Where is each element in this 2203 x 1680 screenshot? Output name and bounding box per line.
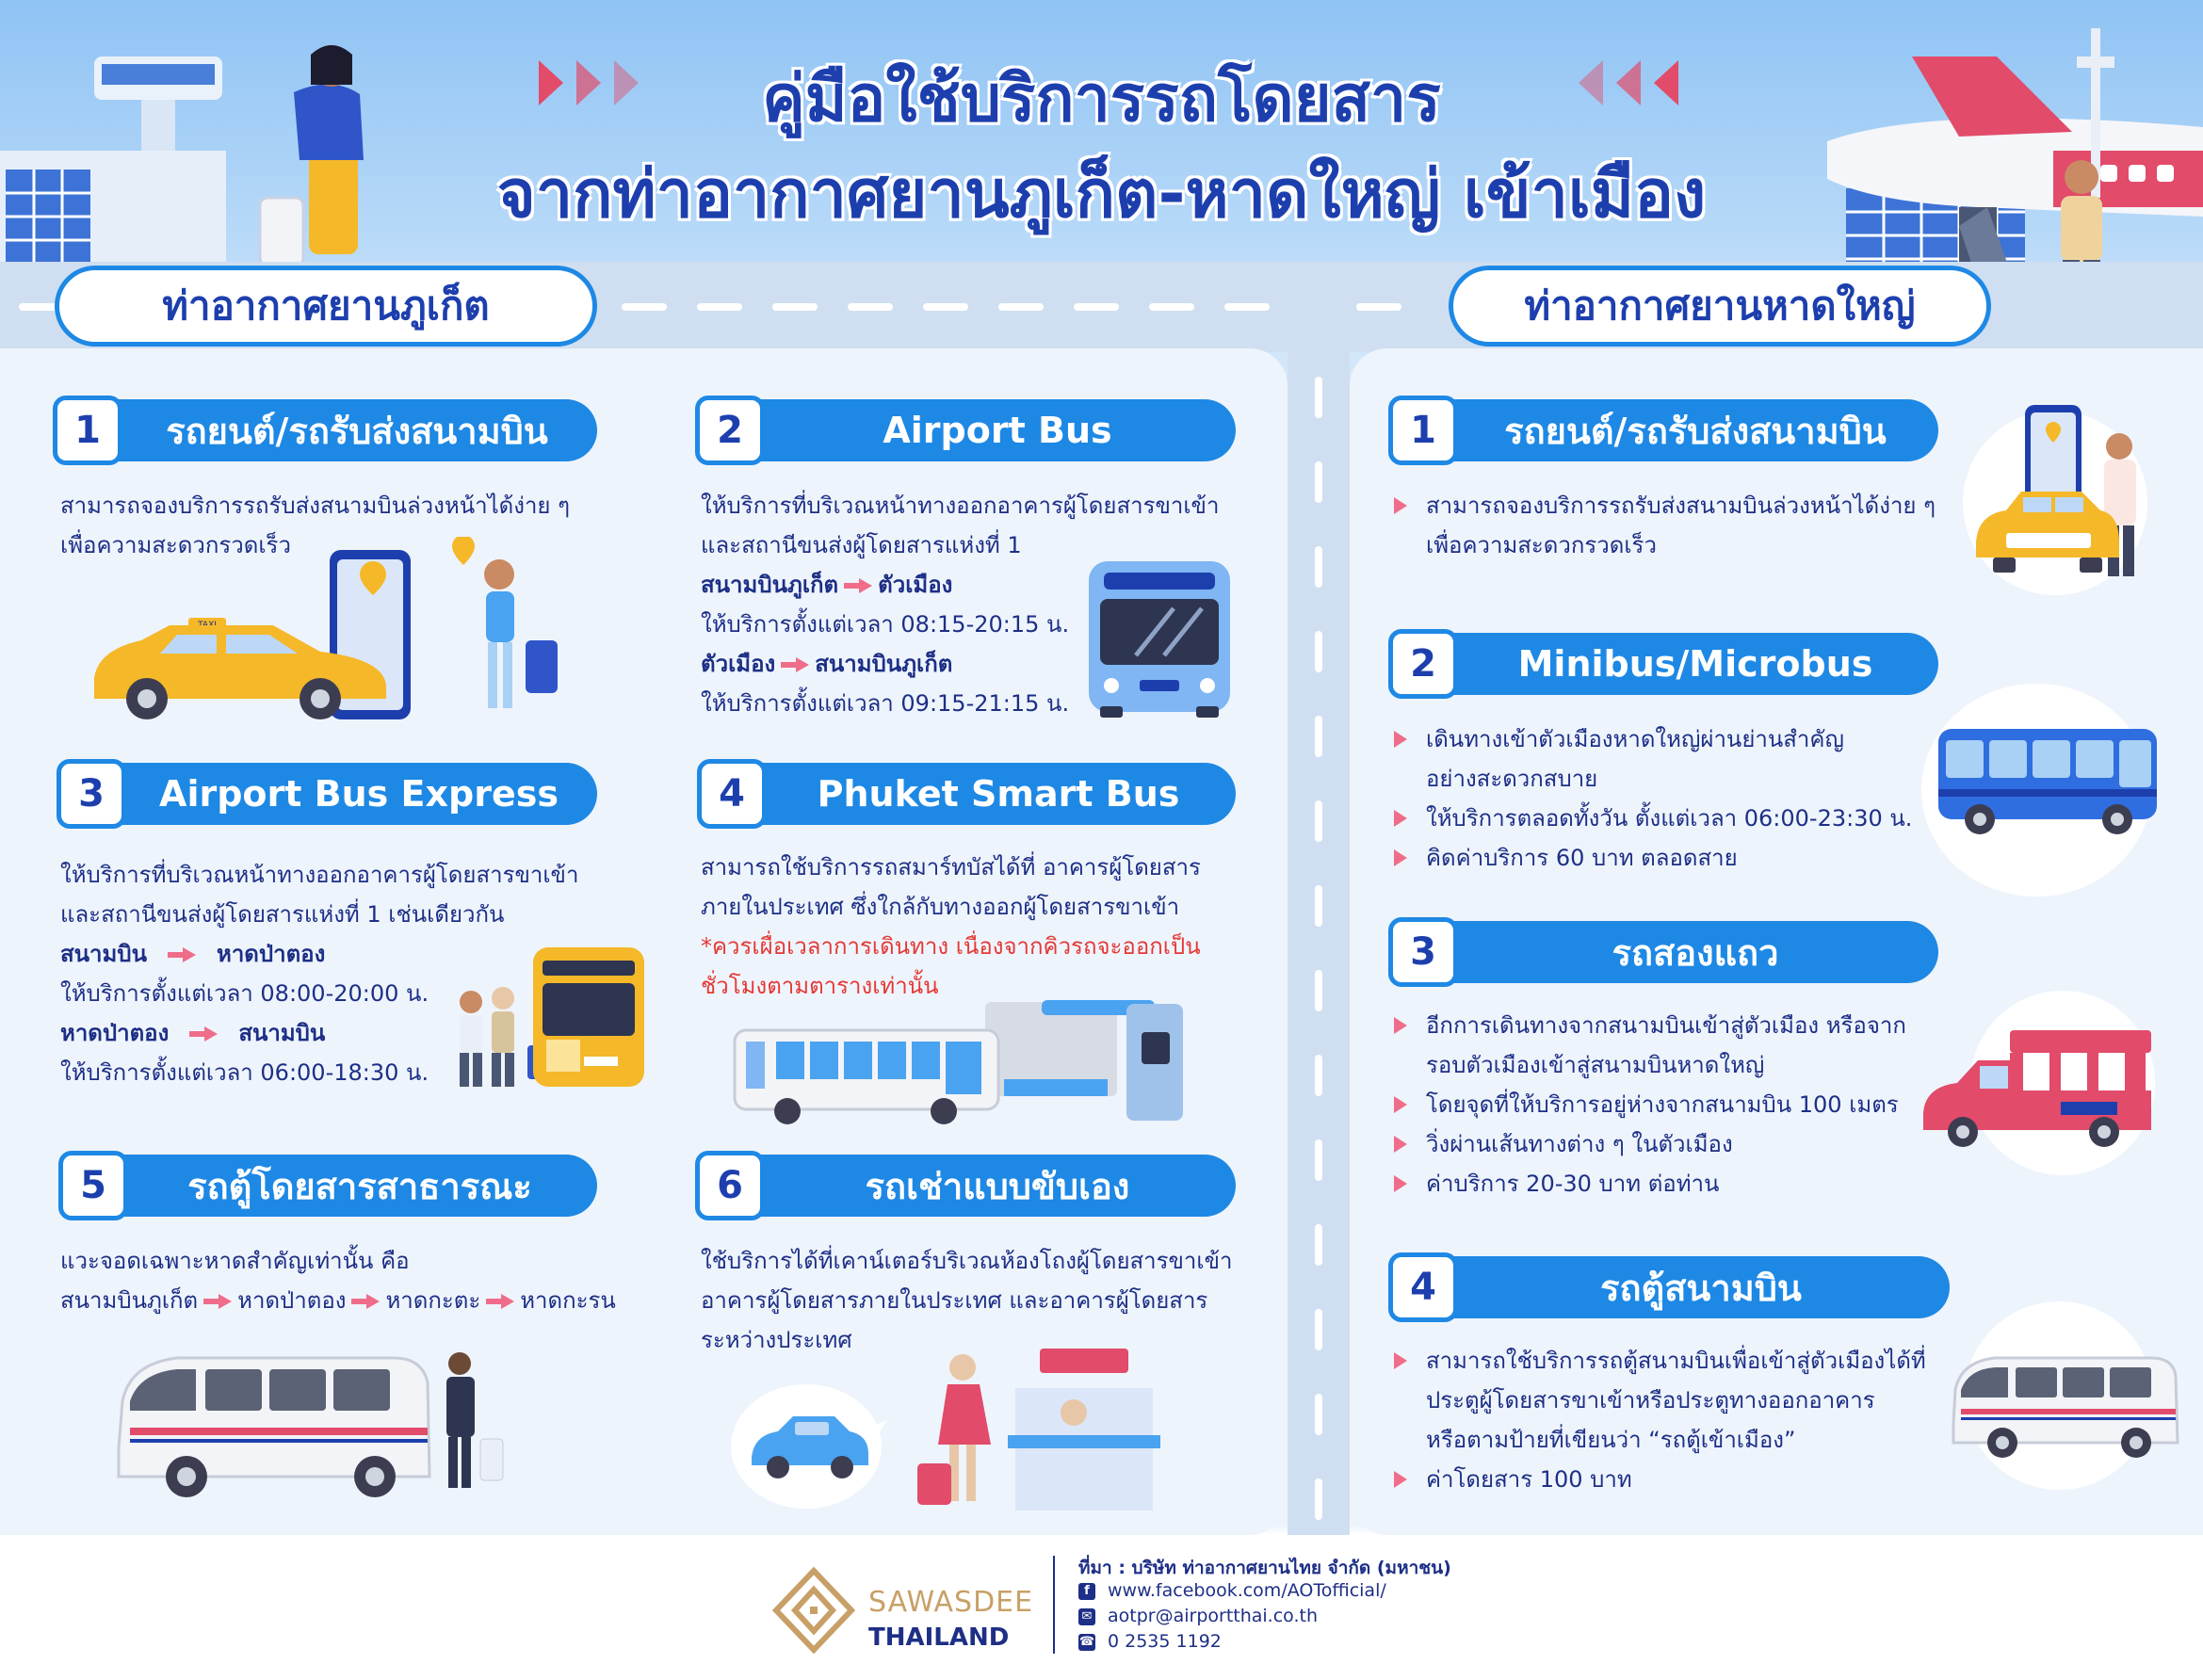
van-icon [111, 1345, 507, 1505]
note-line: ชั่วโมงตามตารางเท่านั้น [701, 973, 939, 999]
page-title-line1: คู่มือใช้บริการรถโดยสาร [762, 62, 1441, 137]
phuket-item-5-text [60, 1241, 616, 1320]
route-from: สนามบินภูเก็ต [701, 572, 839, 598]
item-number: 2 [1388, 629, 1458, 699]
route-from: ตัวเมือง [701, 651, 776, 677]
phuket-item-5-header [58, 1155, 597, 1217]
bullet-line: ค่าบริการ 20-30 บาท ต่อท่าน [1394, 1164, 1906, 1203]
text-line: สามารถใช้บริการรถสมาร์ทบัสได้ที่ อาคารผู้โดยสาร [701, 854, 1201, 880]
facebook-link[interactable]: www.facebook.com/AOTofficial/ [1108, 1580, 1386, 1601]
section-phuket: ท่าอากาศยานภูเก็ต [55, 266, 597, 347]
text-line: ใช้บริการได้ที่เคาน์เตอร์บริเวณห้องโถงผู้โดยสารขาเข้า [701, 1248, 1233, 1274]
hatyai-item-2-header [1388, 633, 1938, 695]
item-title: Minibus/Microbus [1405, 633, 1938, 695]
item-number: 1 [53, 396, 122, 465]
route-time: ให้บริการตั้งแต่เวลา 08:15-20:15 น. [701, 611, 1070, 638]
stop-label: หาดป่าตอง [237, 1287, 347, 1314]
text-line: สามารถจองบริการรถรับส่งสนามบินล่วงหน้าได้ง่าย ๆ [60, 493, 571, 519]
route-to: หาดป่าตอง [217, 941, 326, 967]
stop-label: สนามบินภูเก็ต [60, 1287, 199, 1314]
route-to: สนามบิน [238, 1020, 326, 1046]
item-title: Phuket Smart Bus [714, 763, 1236, 825]
bullet-line: รอบตัวเมืองเข้าสู่สนามบินหาดใหญ่ [1426, 1052, 1765, 1078]
text-line: ให้บริการที่บริเวณหน้าทางออกอาคารผู้โดยสารขาเข้า [60, 862, 579, 888]
brand-name: SAWASDEE [868, 1586, 1034, 1619]
stop-label: หาดกะรน [520, 1287, 616, 1314]
phuket-item-2-header [695, 399, 1236, 461]
hatyai-item-2-text [1394, 719, 1912, 878]
footer-divider [1053, 1556, 1055, 1654]
bullet-line: คิดค่าบริการ 60 บาท ตลอดสาย [1394, 838, 1912, 878]
bullet-line: โดยจุดที่ให้บริการอยู่ห่างจากสนามบิน 100 เมตร [1394, 1085, 1906, 1124]
taxi-icon [1968, 401, 2157, 590]
route-to: ตัวเมือง [878, 572, 953, 598]
songthaew-icon [1920, 1026, 2161, 1149]
smart-bus-icon [731, 994, 1202, 1126]
route-time: ให้บริการตั้งแต่เวลา 09:15-21:15 น. [701, 690, 1070, 717]
bullet-line: ประตูผู้โดยสารขาเข้าหรือประตูทางออกอาคาร [1426, 1387, 1875, 1413]
item-title: รถยนต์/รถรับส่งสนามบิน [1405, 399, 1938, 461]
bus-icon [1935, 719, 2168, 842]
van-icon [1948, 1349, 2183, 1463]
source-text: ที่มา : บริษัท ท่าอากาศยานไทย จำกัด (มหาชน) [1078, 1558, 1451, 1578]
text-line: แวะจอดเฉพาะหาดสำคัญเท่านั้น คือ [60, 1248, 410, 1274]
text-line: เพื่อความสะดวกรวดเร็ว [60, 532, 291, 558]
text-line: ภายในประเทศ ซึ่งใกล้กับทางออกผู้โดยสารขาเข้า [701, 894, 1180, 920]
item-number: 3 [57, 759, 126, 829]
item-title: Airport Bus Express [73, 763, 597, 825]
item-title: Airport Bus [712, 399, 1236, 461]
phone-icon: ☎ [1078, 1635, 1095, 1649]
route-time: ให้บริการตั้งแต่เวลา 06:00-18:30 น. [60, 1059, 429, 1086]
text-line: และสถานีขนส่งผู้โดยสารแห่งที่ 1 เช่นเดียวกัน [60, 901, 505, 928]
arrow-right-icon [189, 1026, 218, 1042]
route-to: สนามบินภูเก็ต [815, 651, 953, 677]
email-icon: ✉ [1078, 1608, 1095, 1625]
sawasdee-logo-icon [770, 1565, 857, 1656]
phuket-item-4-text [701, 848, 1201, 1006]
page-title-line2: จากท่าอากาศยานภูเก็ต-หาดใหญ่ เข้าเมือง [496, 155, 1707, 233]
email-link[interactable]: aotpr@airportthai.co.th [1108, 1606, 1318, 1626]
bullet-line: เดินทางเข้าตัวเมืองหาดใหญ่ผ่านย่านสำคัญ [1394, 719, 1912, 759]
bullet-line: สามารถใช้บริการรถตู้สนามบินเพื่อเข้าสู่ตัวเมืองได้ที่ [1394, 1341, 1926, 1381]
note-line: *ควรเผื่อเวลาการเดินทาง เนื่องจากคิวรถจะออกเป็น [701, 933, 1201, 960]
hatyai-item-1-text [1394, 486, 1936, 565]
item-number: 6 [695, 1151, 765, 1220]
bullet-line: หรือตามป้ายที่เขียนว่า “รถตู้เข้าเมือง” [1426, 1427, 1796, 1453]
bullet-line: เพื่อความสะดวกรวดเร็ว [1426, 532, 1657, 558]
section-hatyai: ท่าอากาศยานหาดใหญ่ [1449, 266, 1991, 347]
item-number: 1 [1388, 396, 1458, 465]
text-line: ระหว่างประเทศ [701, 1327, 852, 1353]
item-number: 4 [697, 759, 767, 829]
item-number: 3 [1388, 917, 1458, 987]
item-title: รถยนต์/รถรับส่งสนามบิน [70, 399, 597, 461]
bullet-line: ค่าโดยสาร 100 บาท [1394, 1460, 1926, 1499]
stop-label: หาดกะตะ [385, 1287, 481, 1314]
item-title: รถสองแถว [1405, 921, 1938, 983]
item-number: 5 [58, 1151, 128, 1220]
phuket-item-1-header [53, 399, 597, 461]
taxi-icon [85, 537, 575, 725]
phone-number: 0 2535 1192 [1108, 1631, 1222, 1652]
item-title: รถตู้สนามบิน [1405, 1256, 1950, 1318]
arrow-right-icon [203, 1294, 232, 1309]
item-title: รถตู้โดยสารสาธารณะ [75, 1155, 597, 1217]
rental-car-icon [729, 1341, 1162, 1514]
hatyai-item-4-text [1394, 1341, 1926, 1499]
route-from: สนามบิน [60, 941, 147, 967]
item-title: รถเช่าแบบขับเอง [712, 1155, 1236, 1217]
route-from: หาดป่าตอง [60, 1020, 170, 1046]
arrow-right-icon [168, 947, 196, 962]
hatyai-item-4-header [1388, 1256, 1950, 1318]
text-line: ให้บริการที่บริเวณหน้าทางออกอาคารผู้โดยสารขาเข้า [701, 493, 1220, 519]
bullet-line: สามารถจองบริการรถรับส่งสนามบินล่วงหน้าได้ง่าย ๆ [1394, 486, 1936, 525]
item-number: 4 [1388, 1252, 1458, 1322]
text-line: และสถานีขนส่งผู้โดยสารแห่งที่ 1 [701, 532, 1022, 558]
phuket-item-3-header [57, 763, 597, 825]
bus-icon [1079, 557, 1243, 719]
bus-express-icon [443, 942, 650, 1092]
bullet-line: ให้บริการตลอดทั้งวัน ตั้งแต่เวลา 06:00-23:30 น. [1394, 799, 1912, 838]
item-number: 2 [695, 396, 765, 465]
bullet-line: อีกการเดินทางจากสนามบินเข้าสู่ตัวเมือง หรือจาก [1394, 1006, 1906, 1045]
hatyai-item-3-text [1394, 1006, 1906, 1203]
phuket-item-6-header [695, 1155, 1236, 1217]
route-time: ให้บริการตั้งแต่เวลา 08:00-20:00 น. [60, 980, 429, 1007]
bullet-line: อย่างสะดวกสบาย [1426, 766, 1598, 792]
text-line: อาคารผู้โดยสารภายในประเทศ และอาคารผู้โดยสาร [701, 1287, 1208, 1314]
arrow-right-icon [351, 1294, 380, 1309]
phuket-item-4-header [697, 763, 1236, 825]
arrow-right-icon [486, 1294, 514, 1309]
hatyai-item-3-header [1388, 921, 1938, 983]
bullet-line: วิ่งผ่านเส้นทางต่าง ๆ ในตัวเมือง [1394, 1124, 1906, 1164]
facebook-icon: f [1078, 1583, 1095, 1600]
hatyai-item-1-header [1388, 399, 1938, 461]
arrow-right-icon [844, 578, 872, 593]
brand-subname: THAILAND [868, 1623, 1010, 1652]
arrow-right-icon [781, 657, 809, 672]
road-vertical [1288, 348, 1350, 1535]
